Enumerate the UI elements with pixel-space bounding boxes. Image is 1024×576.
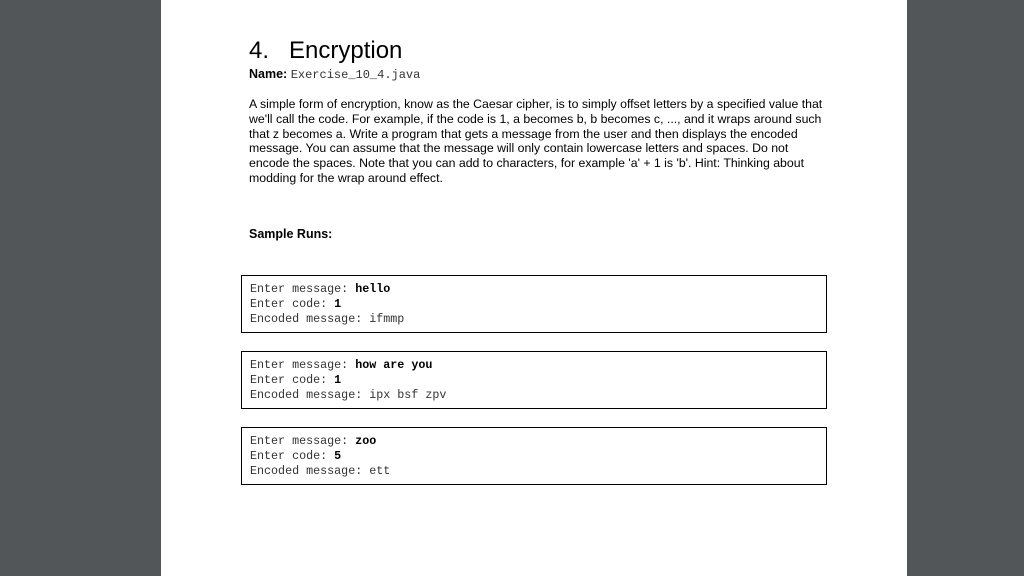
message-prompt: Enter message:	[250, 434, 356, 448]
sample-run-box-2	[241, 351, 827, 409]
output-prompt: Encoded message:	[250, 311, 370, 326]
message-line	[250, 282, 818, 297]
code-input: 1	[334, 296, 342, 311]
section-heading	[249, 36, 829, 66]
message-line	[250, 434, 818, 449]
section-title: Encryption	[289, 37, 403, 64]
section-number: 4.	[249, 37, 270, 64]
page-content	[249, 36, 829, 242]
sample-run-box-3	[241, 427, 827, 485]
code-prompt: Enter code:	[250, 372, 335, 387]
message-prompt: Enter message:	[250, 282, 356, 296]
message-input: hello	[355, 282, 391, 296]
output-value: ifmmp	[369, 311, 405, 326]
message-input: how are you	[355, 358, 433, 372]
message-line	[250, 358, 818, 373]
output-value: ett	[369, 463, 391, 478]
output-line	[250, 464, 818, 479]
output-prompt: Encoded message:	[250, 387, 370, 402]
code-line	[250, 449, 818, 464]
exercise-description: A simple form of encryption, know as the Caesar cipher, is to simply offset letters by a specified value that we'll call the code. For example, if the code is 1, a becomes b, b becomes c, ..., and it wraps around such that z becomes a. Write a program that gets a message from the user and then displays the encoded message. You can assume that the message will only contain lowercase letters and spaces. Do not encode the spaces. Note that you can add to characters, for example 'a' + 1 is 'b'. Hint: Thinking about modding for the wrap around effect.	[249, 97, 823, 185]
message-input: zoo	[355, 434, 377, 448]
document-page	[161, 0, 907, 576]
sample-run-box-1	[241, 275, 827, 333]
output-line	[250, 388, 818, 403]
file-name-line	[249, 66, 829, 83]
output-line	[250, 312, 818, 327]
name-label: Name:	[249, 67, 288, 81]
message-prompt: Enter message:	[250, 358, 356, 372]
code-input: 5	[334, 448, 342, 463]
code-prompt: Enter code:	[250, 448, 335, 463]
code-input: 1	[334, 372, 342, 387]
code-line	[250, 373, 818, 388]
sample-runs-heading: Sample Runs:	[249, 226, 333, 241]
file-name: Exercise_10_4.java	[290, 68, 421, 82]
output-value: ipx bsf zpv	[369, 387, 447, 402]
code-line	[250, 297, 818, 312]
code-prompt: Enter code:	[250, 296, 335, 311]
output-prompt: Encoded message:	[250, 463, 370, 478]
